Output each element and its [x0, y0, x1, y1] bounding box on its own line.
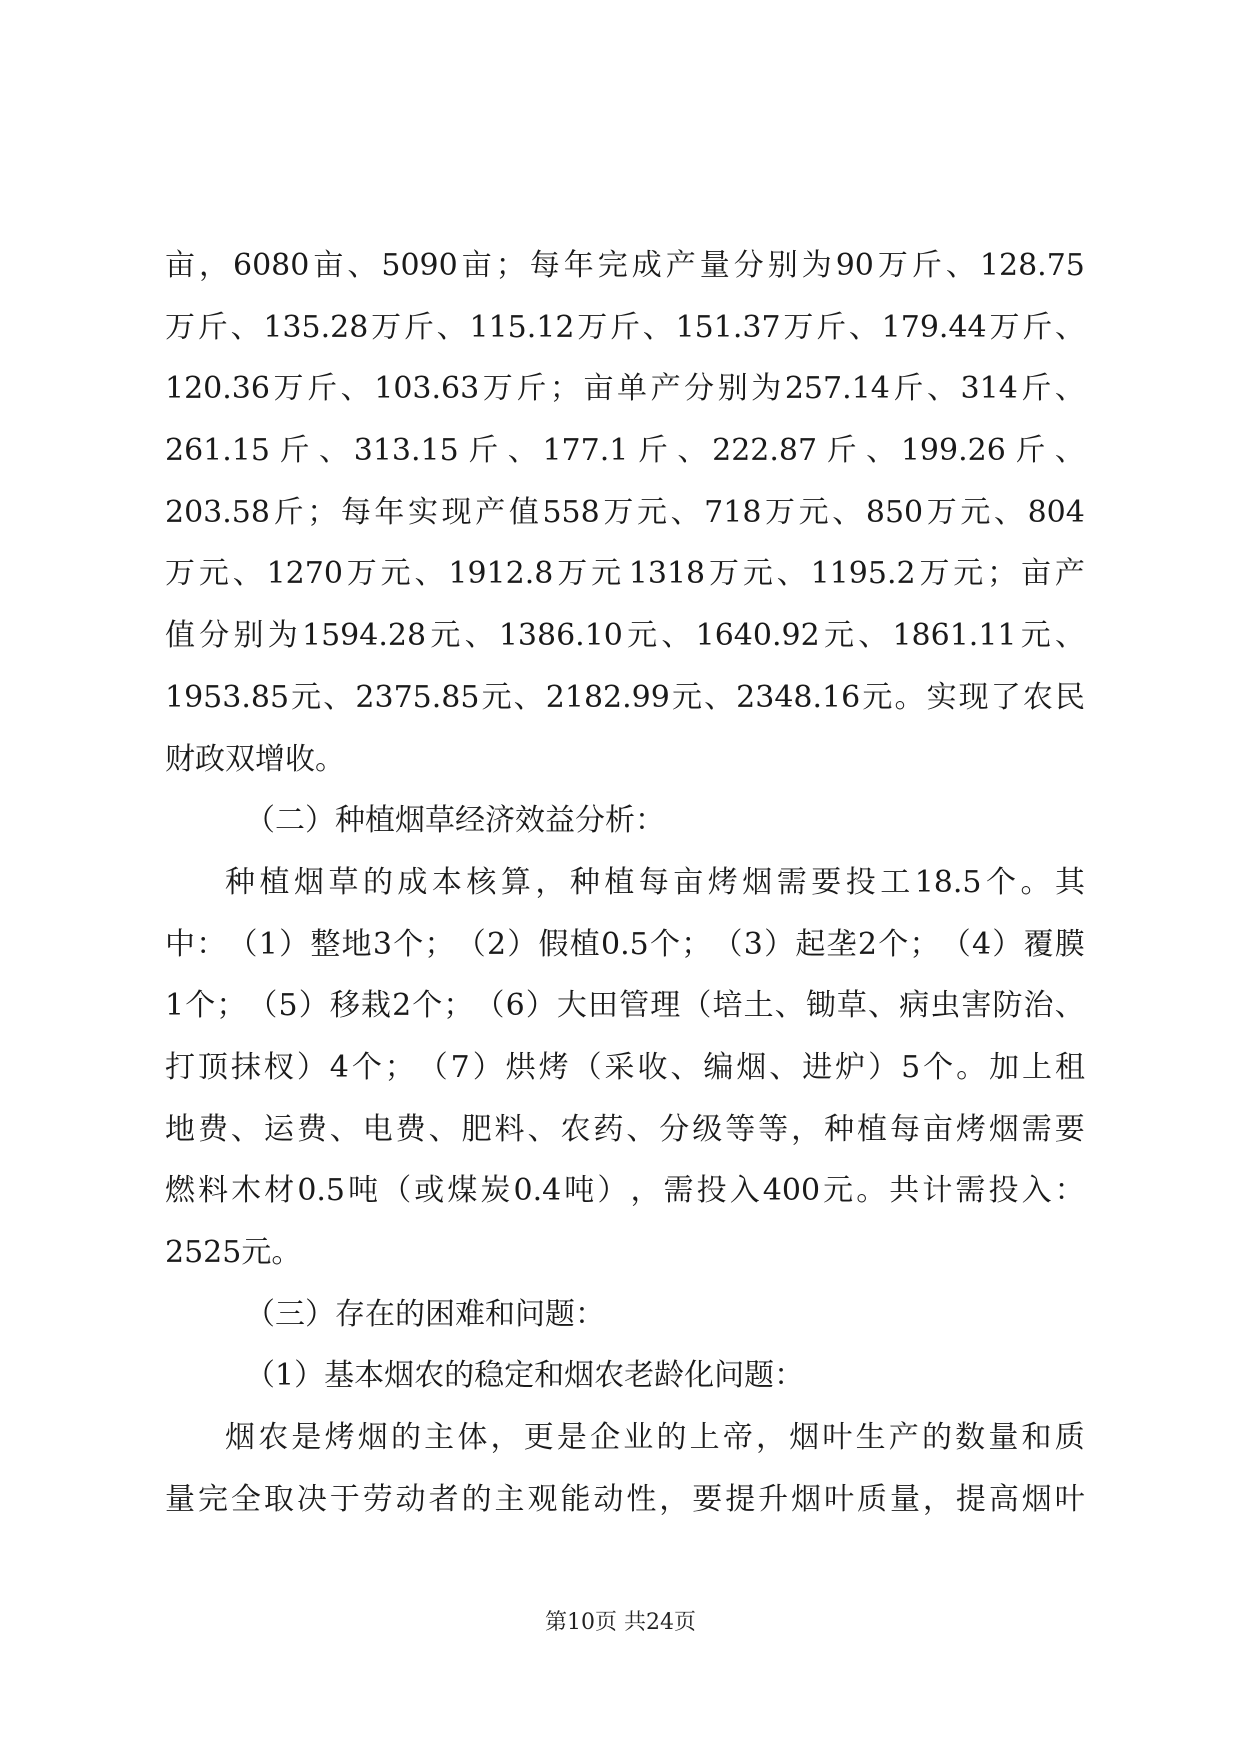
text-line: 种 植 烟 草 的 成 本 核 算 ， 种 植 每 亩 烤 烟 需 要 投 工 18.5 个 。 其	[225, 864, 1085, 900]
text-line: 打 顶 抹 杈 ） 4 个 ； （ 7 ） 烘 烤 （ 采 收 、 编 烟 、 进 炉 ） 5 个 。 加 上 租	[165, 1049, 1085, 1085]
text-line: 1953.85 元 、 2375.85 元 、 2182.99 元 、 2348.16 元 。 实 现 了 农 民	[165, 679, 1085, 715]
text-line: 万 元 、 1270 万 元 、 1912.8 万 元 1318 万 元 、 1195.2 万 元 ； 亩 产	[165, 556, 1085, 592]
text-line: 万 斤 、 135.28 万 斤 、 115.12 万 斤 、 151.37 万 斤 、 179.44 万 斤 、	[165, 309, 1085, 345]
text-line: 燃 料 木 材 0.5 吨 （ 或 煤 炭 0.4 吨 ） ， 需 投 入 400 元 。 共 计 需 投 入 ：	[165, 1173, 1085, 1209]
text-line: （三）存在的困难和问题：	[245, 1296, 605, 1332]
text-line: 2525元。	[165, 1235, 302, 1270]
page-footer: 第10页 共24页	[545, 1610, 696, 1635]
text-line: 财政双增收。	[165, 741, 345, 777]
text-line: 地 费 、 运 费 、 电 费 、 肥 料 、 农 药 、 分 级 等 等 ， 种 植 每 亩 烤 烟 需 要	[165, 1111, 1085, 1147]
text-line: （1）基本烟农的稳定和烟农老龄化问题：	[245, 1358, 805, 1394]
text-line: 烟 农 是 烤 烟 的 主 体 ， 更 是 企 业 的 上 帝 ， 烟 叶 生 产 的 数 量 和 质	[225, 1420, 1085, 1456]
text-line: 1 个 ； （ 5 ） 移 栽 2 个 ； （ 6 ） 大 田 管 理 （ 培 土 、 锄 草 、 病 虫 害 防 治 、	[165, 988, 1085, 1024]
text-line: 120.36 万 斤 、 103.63 万 斤 ； 亩 单 产 分 别 为 257.14 斤 、 314 斤 、	[165, 371, 1085, 407]
text-line: 亩 ， 6080 亩 、 5090 亩 ； 每 年 完 成 产 量 分 别 为 90 万 斤 、 128.75	[165, 248, 1085, 283]
text-line: 量 完 全 取 决 于 劳 动 者 的 主 观 能 动 性 ， 要 提 升 烟 叶 质 量 ， 提 高 烟 叶	[165, 1481, 1085, 1517]
body-text	[165, 235, 1085, 1530]
text-line: 261.15 斤 、 313.15 斤 、 177.1 斤 、 222.87 斤 、 199.26 斤 、	[165, 433, 1085, 469]
text-line: 中 ： （ 1 ） 整 地 3 个 ； （ 2 ） 假 植 0.5 个 ； （ 3 ） 起 垄 2 个 ； （ 4 ） 覆 膜	[165, 926, 1085, 962]
text-line: 值 分 别 为 1594.28 元 、 1386.10 元 、 1640.92 元 、 1861.11 元 、	[165, 618, 1085, 654]
text-line: 203.58 斤 ； 每 年 实 现 产 值 558 万 元 、 718 万 元 、 850 万 元 、 804	[165, 494, 1085, 530]
text-line: （二）种植烟草经济效益分析：	[245, 803, 665, 839]
